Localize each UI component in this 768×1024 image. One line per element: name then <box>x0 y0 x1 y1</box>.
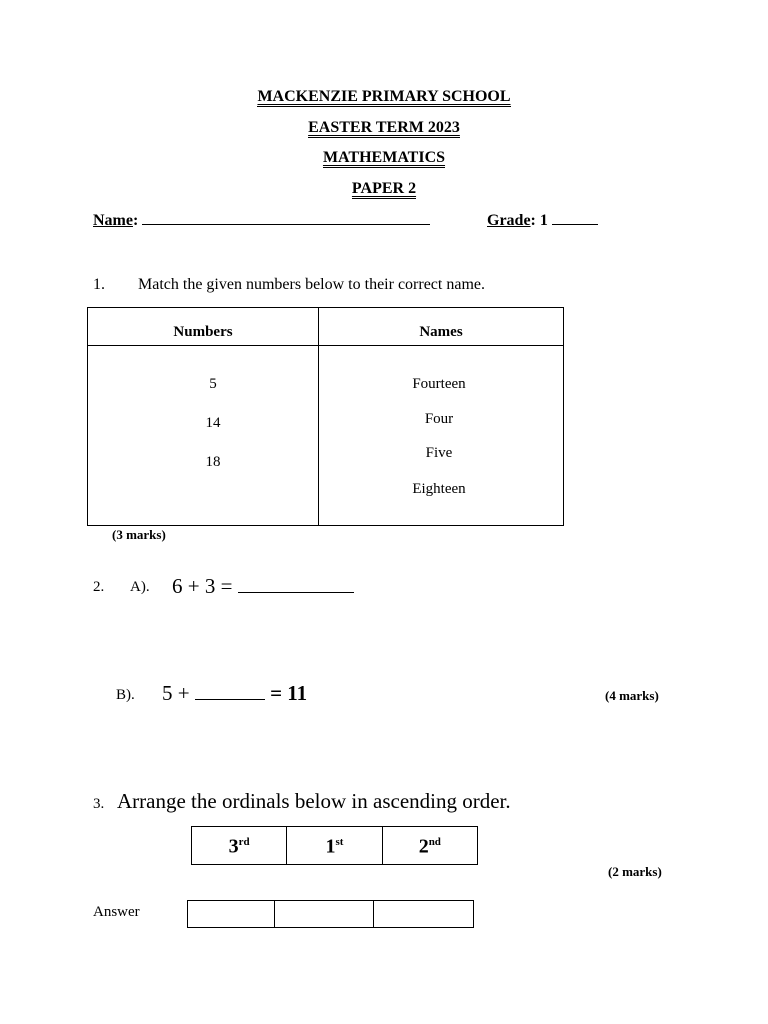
answer-label: Answer <box>93 904 140 920</box>
q2-a-label: A). <box>130 579 150 595</box>
ordinal-cell: 2nd <box>418 835 441 858</box>
grade-blank[interactable] <box>552 212 598 225</box>
grade-label: Grade <box>487 212 531 229</box>
q2-a-row <box>172 574 354 599</box>
col-header-names: Names <box>419 324 463 340</box>
q2-b-left: 5 + <box>162 681 190 705</box>
q2-b-right: = 11 <box>270 681 308 705</box>
q2-a-blank[interactable] <box>238 576 354 593</box>
q2-number: 2. <box>93 579 105 595</box>
q2-b-label: B). <box>116 687 135 703</box>
grade-value: 1 <box>539 212 548 229</box>
name-row: Name: <box>93 212 430 230</box>
answer-boxes <box>187 900 474 928</box>
answer-cell[interactable] <box>275 901 374 927</box>
name-item: Fourteen <box>412 376 466 392</box>
name-blank[interactable] <box>142 212 430 225</box>
name-item: Five <box>425 445 453 461</box>
ordinals-box <box>191 826 478 865</box>
number-item: 5 <box>209 376 217 392</box>
col-header-numbers: Numbers <box>173 324 233 340</box>
name-item: Eighteen <box>412 481 466 497</box>
subject-title: MATHEMATICS <box>322 149 446 166</box>
paper-title: PAPER 2 <box>351 180 417 197</box>
q1-matching-table <box>87 307 564 526</box>
name-item: Four <box>424 411 454 427</box>
ordinal-cell: 1st <box>287 827 382 864</box>
q2-marks: (4 marks) <box>605 688 659 703</box>
answer-cell[interactable] <box>374 901 473 927</box>
number-item: 18 <box>205 454 221 470</box>
q1-number: 1. <box>93 276 105 293</box>
q1-text: Match the given numbers below to their correct name. <box>138 276 485 293</box>
q2-a-expression: 6 + 3 = <box>172 574 233 598</box>
q2-b-blank[interactable] <box>195 683 265 700</box>
grade-row: Grade: 1 <box>487 212 598 230</box>
number-item: 14 <box>205 415 221 431</box>
term-title: EASTER TERM 2023 <box>308 119 460 136</box>
q3-marks: (2 marks) <box>608 864 662 879</box>
q1-marks: (3 marks) <box>112 527 166 542</box>
ordinal-cell: 3rd <box>192 827 287 864</box>
school-name: MACKENZIE PRIMARY SCHOOL <box>257 88 511 105</box>
answer-cell[interactable] <box>188 901 275 927</box>
name-label: Name <box>93 212 133 229</box>
q2-b-row <box>162 681 307 706</box>
q3-number: 3. <box>93 796 105 812</box>
q3-text: Arrange the ordinals below in ascending order. <box>117 789 511 813</box>
